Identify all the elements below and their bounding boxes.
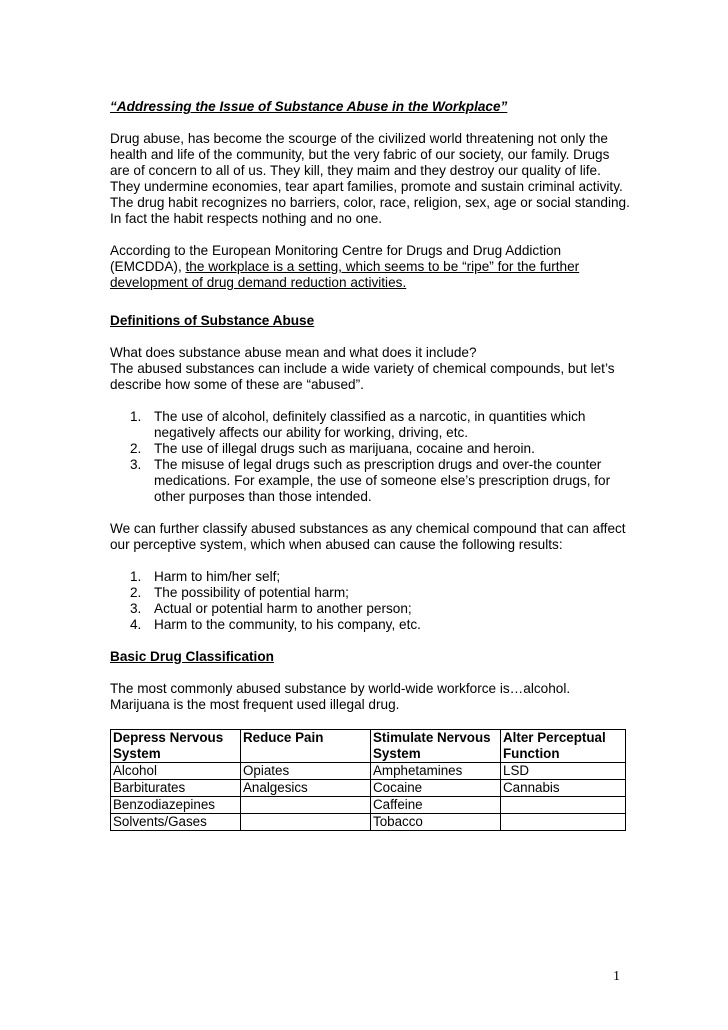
table-cell: Analgesics <box>241 780 371 797</box>
list-item <box>110 441 630 457</box>
table-cell: Tobacco <box>371 814 501 831</box>
table-row <box>111 763 626 780</box>
list-number: 1. <box>130 569 142 584</box>
table-row <box>111 780 626 797</box>
intro-paragraph: Drug abuse, has become the scourge of the civilized world threatening not only the health and life of the community, but the very fabric of our society, our family. Drugs are of concern to all of us. They kill, they maim and they destroy our quality of life. They undermine economies, tear apart families, promote and sustain criminal activity. The drug habit recognizes no barriers, color, race, religion, sex, age or social standing. In fact the habit respects nothing and no one. <box>110 131 630 226</box>
list-text: Actual or potential harm to another person; <box>154 601 412 616</box>
table-row <box>111 797 626 814</box>
list-text: The use of alcohol, definitely classified as a narcotic, in quantities which negatively affects our ability for working, driving, etc. <box>154 409 586 440</box>
table-cell <box>501 814 626 831</box>
table-cell: Solvents/Gases <box>111 814 241 831</box>
page-number: 1 <box>613 969 620 984</box>
list-number: 2. <box>130 585 142 600</box>
list-number: 3. <box>130 601 142 616</box>
abuse-results-list <box>110 569 630 633</box>
table-cell: Cannabis <box>501 780 626 797</box>
list-item <box>110 409 630 441</box>
table-cell: Cocaine <box>371 780 501 797</box>
table-cell <box>241 814 371 831</box>
substance-use-list <box>110 409 630 505</box>
list-number: 3. <box>130 457 142 472</box>
table-cell: Amphetamines <box>371 763 501 780</box>
list-item <box>110 617 630 633</box>
list-text: The use of illegal drugs such as marijuana, cocaine and heroin. <box>154 441 535 456</box>
table-cell <box>241 797 371 814</box>
further-classification-text: We can further classify abused substances as any chemical compound that can affect our perceptive system, which when abused can cause the following results: <box>110 521 626 552</box>
table-header-cell: Reduce Pain <box>241 730 371 763</box>
list-text: The misuse of legal drugs such as prescription drugs and over-the counter medications. For example, the use of someone else’s prescription drugs, for other purposes than those intended. <box>154 457 611 504</box>
list-item <box>110 601 630 617</box>
list-text: Harm to him/her self; <box>154 569 281 584</box>
emcdda-underlined-text: the workplace is a setting, which seems to be “ripe” for the further development of drug demand reduction activities. <box>110 259 580 290</box>
table-header-row <box>111 730 626 763</box>
emcdda-paragraph <box>110 243 630 291</box>
list-item <box>110 457 630 505</box>
table-cell: LSD <box>501 763 626 780</box>
table-cell: Benzodiazepines <box>111 797 241 814</box>
table-cell: Caffeine <box>371 797 501 814</box>
table-cell: Alcohol <box>111 763 241 780</box>
list-number: 2. <box>130 441 142 456</box>
table-header-cell: Alter Perceptual Function <box>501 730 626 763</box>
list-item <box>110 569 630 585</box>
table-cell: Barbiturates <box>111 780 241 797</box>
list-number: 4. <box>130 617 142 632</box>
list-item <box>110 585 630 601</box>
list-text: The possibility of potential harm; <box>154 585 349 600</box>
drug-classification-table <box>110 729 626 831</box>
table-row <box>111 814 626 831</box>
list-text: Harm to the community, to his company, etc. <box>154 617 421 632</box>
definitions-question: What does substance abuse mean and what does it include? <box>110 345 477 360</box>
document-page <box>110 99 630 831</box>
definitions-heading: Definitions of Substance Abuse <box>110 313 315 328</box>
classification-heading: Basic Drug Classification <box>110 649 274 664</box>
emcdda-lead-text: According to the European Monitoring Centre for Drugs and Drug Addiction (EMCDDA), <box>110 243 562 274</box>
definitions-text: The abused substances can include a wide variety of chemical compounds, but let’s describe how some of these are “abused”. <box>110 361 615 392</box>
table-header-cell: Depress Nervous System <box>111 730 241 763</box>
list-number: 1. <box>130 409 142 424</box>
classification-text: The most commonly abused substance by world-wide workforce is…alcohol. Marijuana is the most frequent used illegal drug. <box>110 681 571 712</box>
document-title: “Addressing the Issue of Substance Abuse in the Workplace” <box>110 99 508 114</box>
table-cell <box>501 797 626 814</box>
table-cell: Opiates <box>241 763 371 780</box>
table-header-cell: Stimulate Nervous System <box>371 730 501 763</box>
